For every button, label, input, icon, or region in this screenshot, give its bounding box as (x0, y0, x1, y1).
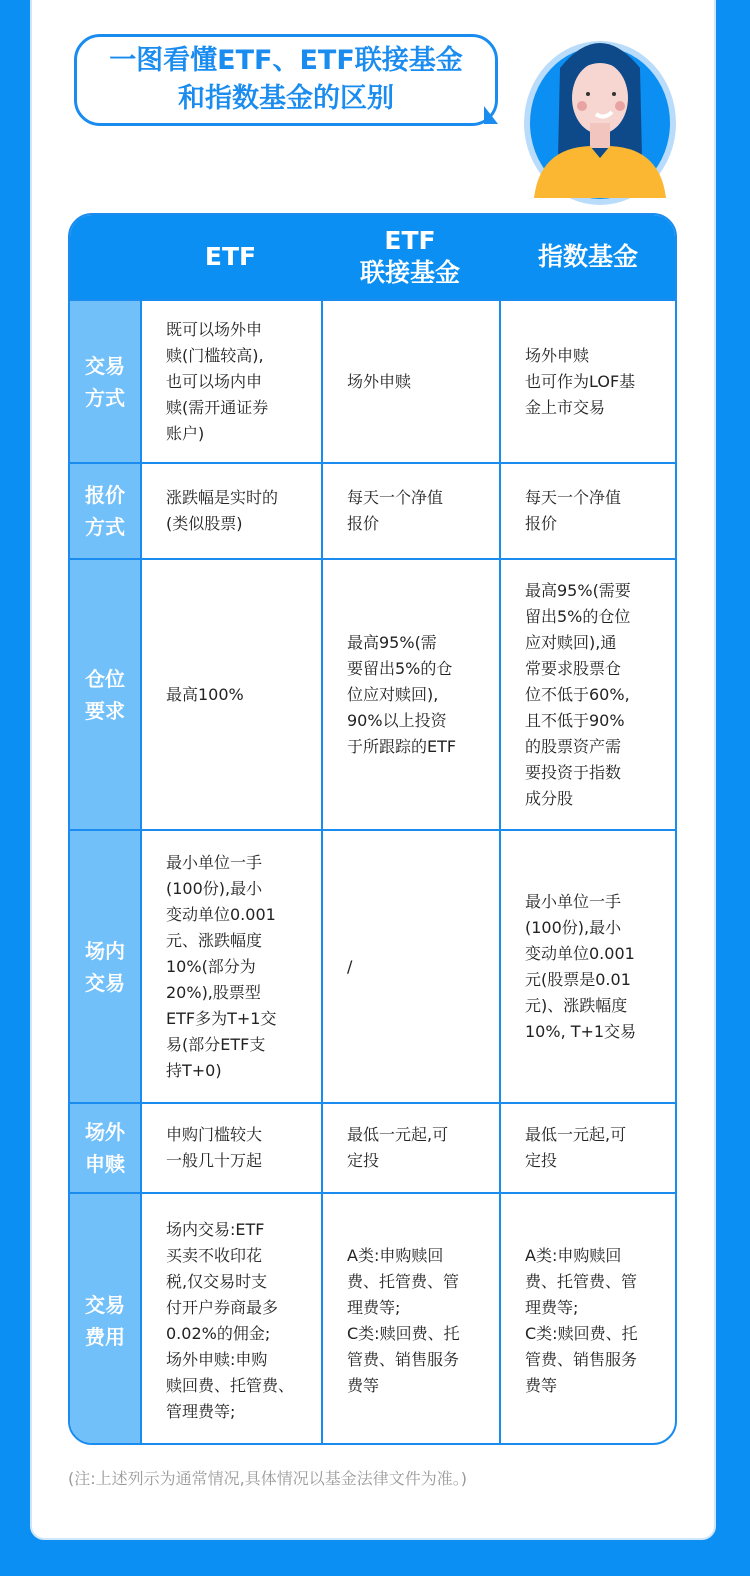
table-cell: 最高100% (140, 560, 321, 829)
table-cell: 最高95%(需要 留出5%的仓位 应对赎回),通 常要求股票仓 位不低于60%, 且不低于90% 的股票资产需 要投资于指数 成分股 (499, 560, 677, 829)
table-cell: / (321, 831, 499, 1102)
header-etf: ETF (204, 242, 257, 271)
woman-avatar-illustration (520, 28, 680, 208)
table-cell: A类:申购赎回 费、托管费、管 理费等; C类:赎回费、托 管费、销售服务 费等 (499, 1194, 677, 1445)
table-row (70, 1192, 675, 1445)
table-row (70, 462, 675, 558)
table-cell: 场内交易:ETF 买卖不收印花 税,仅交易时支 付开户券商最多 0.02%的佣金; 场外申赎:申购 赎回费、托管费、 管理费等; (140, 1194, 321, 1445)
row-label: 仓位 要求 (85, 666, 125, 723)
table-row (70, 299, 675, 462)
row-label: 场内 交易 (85, 938, 125, 995)
table-cell: 申购门槛较大 一般几十万起 (140, 1104, 321, 1192)
table-cell: A类:申购赎回 费、托管费、管 理费等; C类:赎回费、托 管费、销售服务 费等 (321, 1194, 499, 1445)
row-label: 交易 方式 (85, 353, 125, 410)
header-etf-feeder: ETF 联接基金 (359, 226, 460, 287)
table-row (70, 829, 675, 1102)
page-title: 一图看懂ETF、ETF联接基金 和指数基金的区别 (109, 45, 463, 114)
table-cell: 每天一个净值 报价 (321, 464, 499, 558)
table-cell: 场外申赎 (321, 301, 499, 462)
row-label: 交易 费用 (85, 1292, 125, 1349)
table-cell: 场外申赎 也可作为LOF基 金上市交易 (499, 301, 677, 462)
footnote: (注:上述列示为通常情况,具体情况以基金法律文件为准。) (68, 1469, 467, 1488)
table-cell: 最低一元起,可 定投 (321, 1104, 499, 1192)
table-cell: 每天一个净值 报价 (499, 464, 677, 558)
table-row (70, 558, 675, 829)
header-index-fund: 指数基金 (537, 242, 638, 271)
table-cell: 涨跌幅是实时的 (类似股票) (140, 464, 321, 558)
table-cell: 既可以场外申 赎(门槛较高), 也可以场内申 赎(需开通证券 账户) (140, 301, 321, 462)
title-speech-bubble (74, 34, 498, 126)
table-header (70, 215, 675, 299)
table-cell: 最小单位一手 (100份),最小 变动单位0.001 元(股票是0.01 元)、涨跌幅度 10%, T+1交易 (499, 831, 677, 1102)
row-label: 场外 申赎 (85, 1120, 125, 1176)
bubble-tail (484, 106, 498, 124)
table-cell: 最小单位一手 (100份),最小 变动单位0.001 元、涨跌幅度 10%(部分为 20%),股票型 ETF多为T+1交 易(部分ETF支 持T+0) (140, 831, 321, 1102)
table-row (70, 1102, 675, 1192)
row-label: 报价 方式 (85, 483, 125, 539)
table-cell: 最低一元起,可 定投 (499, 1104, 677, 1192)
comparison-table (68, 213, 677, 1445)
table-cell: 最高95%(需 要留出5%的仓 位应对赎回), 90%以上投资 于所跟踪的ETF (321, 560, 499, 829)
